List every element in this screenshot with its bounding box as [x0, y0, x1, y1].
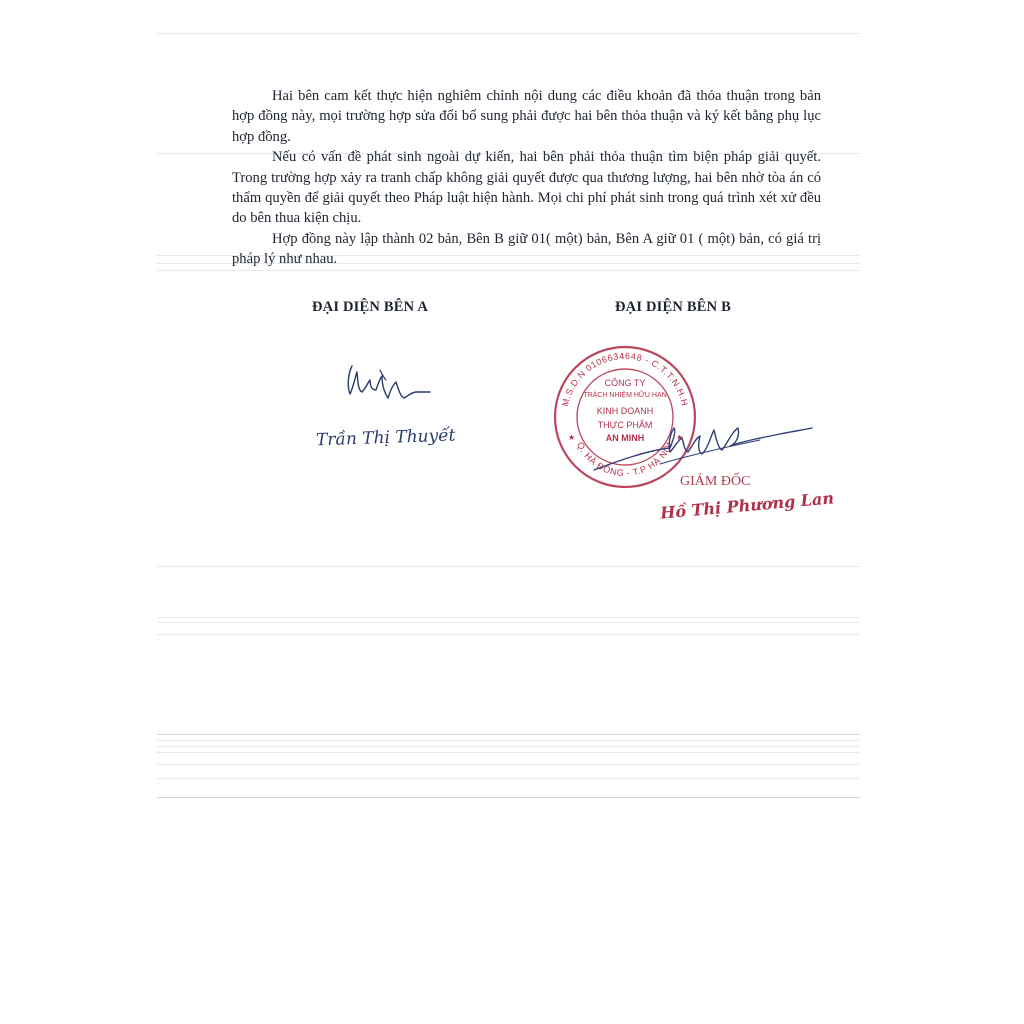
star-icon: ★ [676, 433, 684, 442]
party-a-signature [300, 352, 460, 422]
star-icon: ★ [568, 433, 576, 442]
scan-line [157, 752, 860, 753]
party-b-signer-name: Hồ Thị Phương Lan [659, 488, 835, 523]
scan-line [157, 740, 860, 741]
scan-line [157, 764, 860, 765]
party-b-heading: ĐẠI DIỆN BÊN B [615, 299, 732, 315]
scan-line [157, 566, 860, 567]
stamp-ring-top-text: M.S.D.N 0106634648 - C.T.T.N.H.H [559, 350, 690, 408]
scan-line [157, 622, 860, 623]
stamp-line: THỰC PHẨM [597, 420, 653, 430]
party-b-title: GIÁM ĐỐC [680, 474, 751, 489]
scan-line [157, 33, 860, 34]
stamp-line: AN MINH [605, 433, 645, 443]
paragraph-disputes: Nếu có vấn đề phát sinh ngoài dự kiến, hai bên phải thỏa thuận tìm biện pháp giải quyết. Trong trường hợp xảy ra tranh chấp không giải quyết được qua thương lượng, hai bên nhờ tòa án có thẩm quyền để giải quyết theo Pháp luật hiện hành. Mọi chi phí phát sinh trong quá trình xét xử đều do bên thua kiện chịu. [232, 149, 821, 227]
scan-line [157, 778, 860, 779]
paragraph-copies: Hợp đồng này lập thành 02 bản, Bên B giữ 01( một) bản, Bên A giữ 01 ( một) bản, có giá trị pháp lý như nhau. [232, 230, 821, 268]
scan-line [157, 734, 860, 735]
scan-line [157, 617, 860, 618]
stamp-line: KINH DOANH [596, 406, 654, 416]
stamp-line: TRÁCH NHIỆM HỮU HẠN [583, 392, 667, 399]
scan-line [157, 797, 860, 798]
stamp-line: CÔNG TY [604, 378, 646, 388]
party-b-signature [590, 408, 820, 478]
paragraph-commitment: Hai bên cam kết thực hiện nghiêm chỉnh nội dung các điều khoản đã thỏa thuận trong bản hợp đồng này, mọi trường hợp sửa đổi bổ sung phải được hai bên thỏa thuận và ký kết bằng phụ lục hợp đồng. [232, 88, 821, 145]
contract-terms [232, 86, 821, 270]
scan-line [157, 270, 860, 271]
scan-line [157, 634, 860, 635]
stamp-ring-bottom-text: Q. HÀ ĐÔNG - T.P HÀ NỘI [575, 440, 675, 479]
party-a-signer-name: Trần Thị Thuyết [315, 425, 456, 451]
scan-line [157, 746, 860, 747]
party-a-heading: ĐẠI DIỆN BÊN A [312, 299, 429, 315]
